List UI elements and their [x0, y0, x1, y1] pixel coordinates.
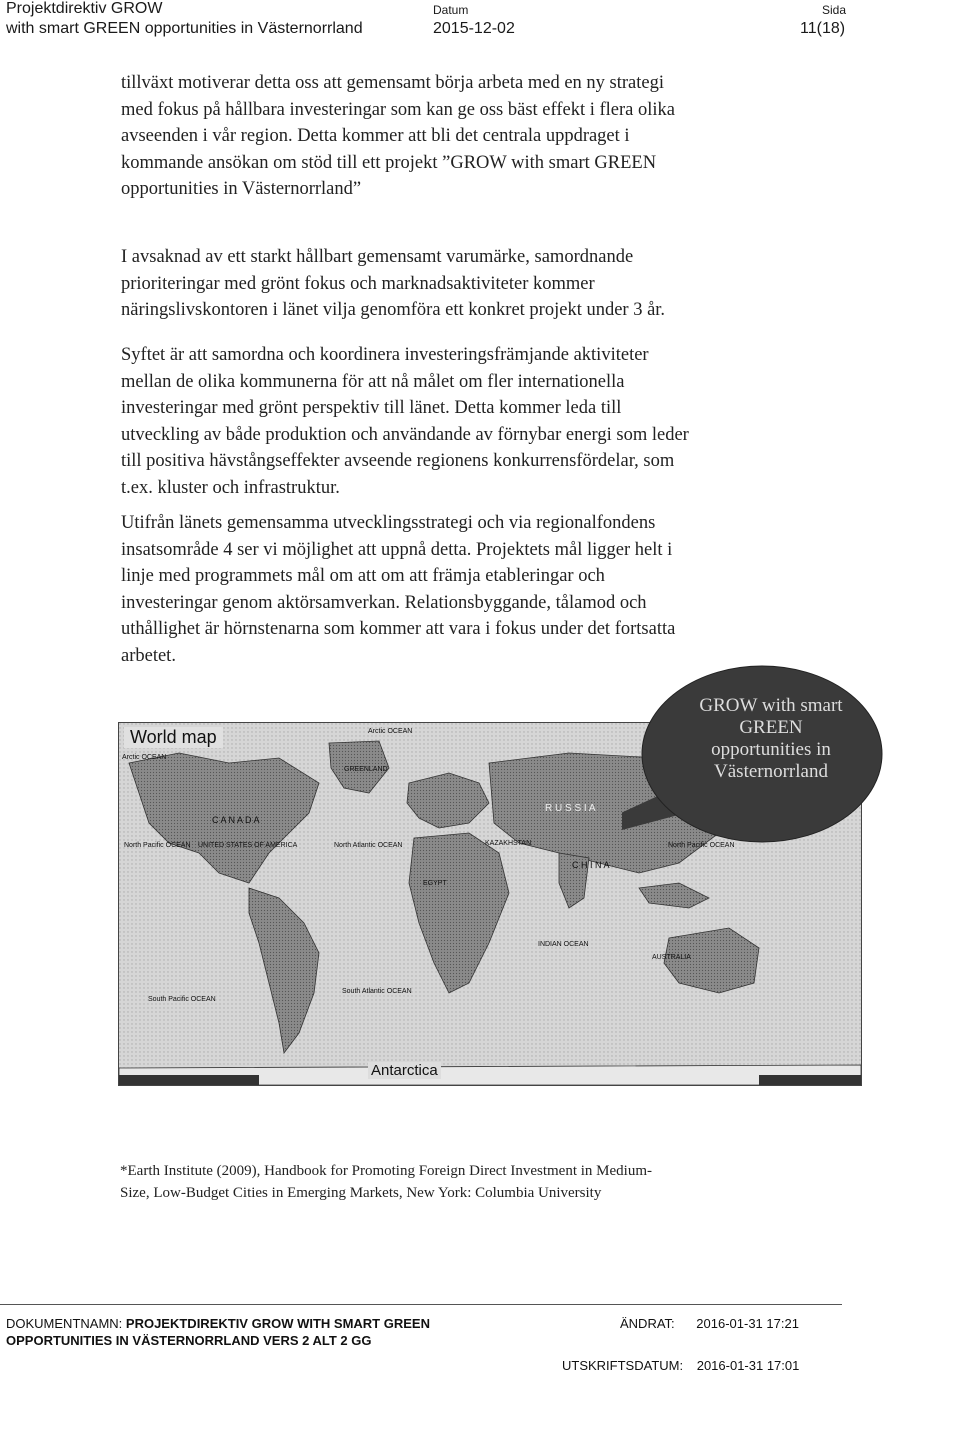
- footnote-line: *Earth Institute (2009), Handbook for Promoting Foreign Direct Investment in Medium-: [120, 1163, 652, 1179]
- text-line: näringslivskontoren i länet vilja genomföra ett konkret projekt under 3 år.: [121, 300, 666, 321]
- label-antarctica: Antarctica: [368, 1062, 441, 1079]
- text-line: investeringar genom aktörsamverkan. Relationsbyggande, tålamod och: [121, 592, 647, 613]
- callout-line: GREEN: [739, 717, 803, 738]
- map-title: World map: [124, 727, 223, 748]
- text-line: insatsområde 4 ser vi möjlighet att uppnå detta. Projektets mål ligger helt i: [121, 539, 673, 560]
- label-north-atlantic: North Atlantic OCEAN: [334, 842, 403, 849]
- label-south-pacific: South Pacific OCEAN: [148, 996, 216, 1003]
- label-greenland: GREENLAND: [344, 766, 388, 773]
- text-line: I avsaknad av ett starkt hållbart gemensamt varumärke, samordnande: [121, 247, 634, 267]
- paragraph-4: [121, 510, 771, 670]
- page-label: Sida: [822, 3, 847, 17]
- paragraph-3: [121, 342, 771, 502]
- docname-label: DOKUMENTNAMN:: [6, 1316, 123, 1331]
- text-line: Syftet är att samordna och koordinera investeringsfrämjande aktiviteter: [121, 345, 649, 365]
- text-line: prioriteringar med grönt fokus och marknadsaktiviteter kommer: [121, 273, 595, 294]
- project-subtitle: with smart GREEN opportunities in Västernorrland: [6, 20, 363, 37]
- footnote-line: Size, Low-Budget Cities in Emerging Markets, New York: Columbia University: [120, 1185, 602, 1201]
- text-line: linje med programmets mål om att om att främja etableringar och: [121, 566, 605, 587]
- page-header: [0, 0, 960, 50]
- callout-line: Västernorrland: [714, 761, 828, 782]
- paragraph-1: [121, 70, 771, 203]
- callout-text: [676, 695, 866, 783]
- label-kazakhstan: KAZAKHSTAN: [485, 840, 532, 847]
- footnote: [120, 1160, 780, 1204]
- text-line: arbetet.: [121, 645, 176, 666]
- date-value: 2015-12-02: [433, 20, 515, 37]
- footer-docname: [6, 1316, 430, 1331]
- label-arctic-left: Arctic OCEAN: [122, 754, 167, 761]
- label-usa: UNITED STATES OF AMERICA: [198, 842, 298, 849]
- label-australia: AUSTRALIA: [652, 954, 691, 961]
- date-label: Datum: [433, 3, 469, 17]
- text-line: uthållighet är hörnstenarna som kommer att vara i fokus under det fortsatta: [121, 619, 676, 640]
- footer-divider: [0, 1304, 842, 1305]
- label-north-pacific-right: North Pacific OCEAN: [668, 842, 735, 849]
- project-title: Projektdirektiv GROW: [6, 0, 163, 17]
- callout-line: GROW with smart: [699, 695, 843, 716]
- text-line: t.ex. kluster och infrastruktur.: [121, 477, 340, 498]
- text-line: utveckling av både produktion och användande av förnybar energi som leder: [121, 424, 689, 445]
- text-line: kommande ansökan om stöd till ett projekt ”GROW with smart GREEN: [121, 152, 657, 173]
- label-south-atlantic: South Atlantic OCEAN: [342, 988, 412, 995]
- footer-printed: [562, 1358, 799, 1373]
- text-line: avseenden i vår region. Detta kommer att bli det centrala uppdraget i: [121, 126, 630, 147]
- paragraph-2: [121, 244, 771, 324]
- text-line: Utifrån länets gemensamma utvecklingsstrategi och via regionalfondens: [121, 513, 656, 533]
- label-north-pacific-left: North Pacific OCEAN: [124, 842, 191, 849]
- label-russia: R U S S I A: [545, 803, 596, 814]
- label-arctic-top: Arctic OCEAN: [368, 728, 413, 735]
- footer-changed: [620, 1316, 799, 1331]
- label-indian-ocean: INDIAN OCEAN: [538, 941, 589, 948]
- docname-value-line1: PROJEKTDIREKTIV GROW WITH SMART GREEN: [125, 1316, 430, 1331]
- docname-value-line2: OPPORTUNITIES IN VÄSTERNORRLAND VERS 2 ALT 2 GG: [6, 1333, 372, 1348]
- label-canada: C A N A D A: [212, 815, 260, 825]
- text-line: investeringar med grönt perspektiv till länet. Detta kommer leda till: [121, 398, 622, 419]
- label-china: C H I N A: [572, 860, 610, 870]
- text-line: tillväxt motiverar detta oss att gemensamt börja arbeta med en ny strategi: [121, 73, 665, 93]
- page-number: 11(18): [800, 20, 846, 37]
- label-egypt: EGYPT: [423, 880, 447, 887]
- text-line: med fokus på hållbara investeringar som kan ge oss bäst effekt i flera olika: [121, 99, 675, 120]
- text-line: opportunities in Västernorrland”: [121, 179, 362, 200]
- changed-label: ÄNDRAT:: [620, 1316, 675, 1331]
- callout-line: opportunities in: [711, 739, 831, 760]
- changed-value: 2016-01-31 17:21: [696, 1316, 799, 1331]
- text-line: till positiva hävstångseffekter avseende regionens konkurrensfördelar, som: [121, 451, 675, 472]
- text-line: mellan de olika kommunerna för att nå målet om fler internationella: [121, 371, 625, 392]
- printed-value: 2016-01-31 17:01: [696, 1358, 800, 1373]
- footer-docname-line2: [6, 1333, 371, 1348]
- printed-label: UTSKRIFTSDATUM:: [562, 1358, 684, 1373]
